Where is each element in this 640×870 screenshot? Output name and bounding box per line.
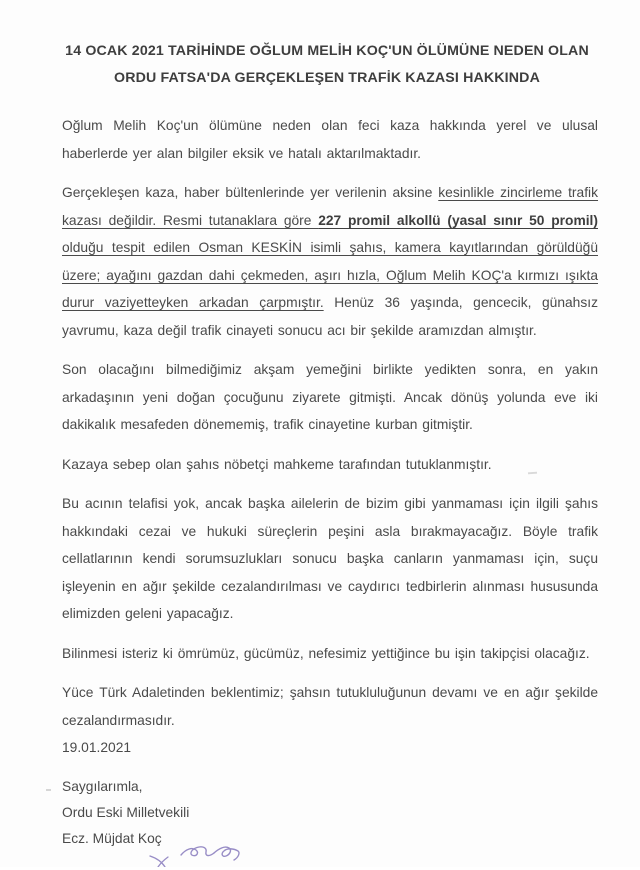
handwritten-signature-tail: [148, 855, 172, 867]
closing-salutation: Saygılarımla,: [62, 778, 143, 794]
letter-title: [62, 38, 592, 92]
paragraph-arrest: Kazaya sebep olan şahıs nöbetçi mahkeme tarafından tutuklanmıştır.: [62, 456, 492, 472]
paragraph-expectation: Yüce Türk Adaletinden beklentimiz; şahsın tutukluluğunun devamı ve en ağır şekilde cezalandırmasıdır.: [62, 685, 598, 728]
paragraph-last-evening: Son olacağını bilmediğimiz akşam yemeğini birlikte yedikten sonra, en yakın arkadaşının yeni doğan çocuğunu ziyarete gitmişti. Ancak dönüş yolunda eve iki dakikalık mesafeden dönememiş, trafik cinayetine kurban gitmiştir.: [62, 362, 598, 432]
paragraph-accident-details: Gerçekleşen kaza, haber bültenlerinde yer verilenin aksine kesinlikle zincirleme trafik kazası değildir. Resmi tutanaklara göre 227 promil alkollü (yasal sınır 50 promil) olduğu tespit edilen Osman KESKİN isimli şahıs, kamera kayıtlarından görüldüğü üzere; ayağını gazdan dahi çekmeden, aşırı hızla, Oğlum Melih KOÇ'a kırmızı ışıkta durur vaziyetteyken arkadan çarpmıştır. Henüz 36 yaşında, gencecik, günahsız yavrumu, kaza değil trafik cinayeti sonucu acı bir şekilde aramızdan almıştır.: [62, 185, 599, 338]
signer-role: Ordu Eski Milletvekili: [62, 804, 190, 820]
signature-scribble: [178, 836, 248, 867]
paragraph-legal-pursuit: Bu acının telafisi yok, ancak başka ailelerin de bizim gibi yanmaması için ilgili şahıs hakkındaki cezai ve hukuki süreçlerin peşini asla bırakmayacağız. Böyle trafik cellatlarının kendi sorumsuzlukları sonucu başka canların yanmaması için, suçu işleyenin en ağır şekilde cezalandırılması ve caydırıcı tedbirlerin alınması hususunda elimizden geleni yapacağız.: [62, 496, 598, 621]
handwritten-signature: [178, 836, 248, 867]
letter-date: 19.01.2021: [62, 740, 132, 755]
closing-block: [62, 774, 598, 852]
letter-title-line-1: 14 OCAK 2021 TARİHİNDE OĞLUM MELİH KOÇ'UN ÖLÜMÜNE NEDEN OLAN: [65, 43, 589, 59]
paragraph-vow: Bilinmesi isteriz ki ömrümüz, gücümüz, nefesimiz yettiğince bu işin takipçisi olacağız.: [62, 645, 590, 661]
signer-name: Ecz. Müjdat Koç: [62, 830, 162, 846]
letter-title-line-2: ORDU FATSA'DA GERÇEKLEŞEN TRAFİK KAZASI HAKKINDA: [114, 70, 540, 86]
scan-artifact-dot: [46, 789, 51, 791]
paragraph-intro: Oğlum Melih Koç'un ölümüne neden olan feci kaza hakkında yerel ve ulusal haberlerde yer alan bilgiler eksik ve hatalı aktarılmaktadır.: [62, 118, 598, 161]
